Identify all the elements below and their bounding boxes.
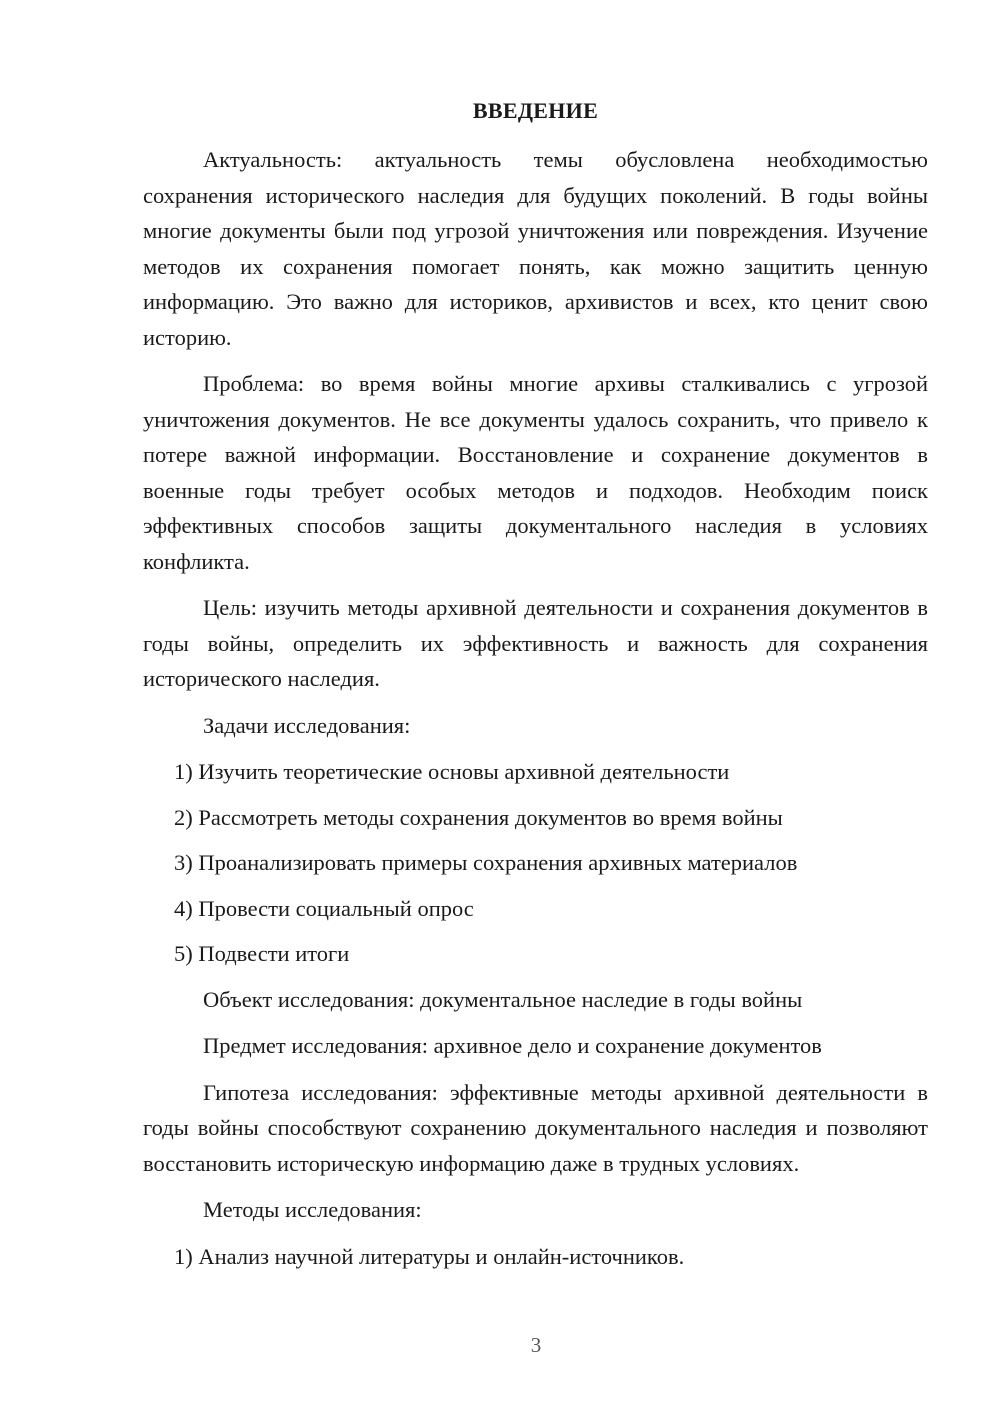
task-item-2: 2) Рассмотреть методы сохранения документов во время войны	[174, 804, 783, 830]
task-item-1: 1) Изучить теоретические основы архивной деятельности	[174, 759, 730, 784]
task-item-3: 3) Проанализировать примеры сохранения архивных материалов	[174, 850, 798, 875]
object-paragraph: Объект исследования: документальное наследие в годы войны	[203, 986, 803, 1012]
body-text	[143, 142, 928, 1284]
page-number: 3	[530, 1333, 542, 1357]
goal-paragraph: Цель: изучить методы архивной деятельности и сохранения документов в годы войны, определить их эффективность и важность для сохранения исторического наследия.	[143, 595, 928, 691]
task-item-4: 4) Провести социальный опрос	[174, 895, 474, 921]
task-item-5: 5) Подвести итоги	[174, 941, 350, 966]
subject-paragraph: Предмет исследования: архивное дело и сохранение документов	[203, 1033, 822, 1058]
method-item-1: 1) Анализ научной литературы и онлайн-источников.	[174, 1243, 685, 1269]
tasks-title: Задачи исследования:	[203, 712, 411, 738]
hypothesis-paragraph: Гипотеза исследования: эффективные методы архивной деятельности в годы войны способствуют сохранению документального наследия и позволяют восстановить историческую информацию даже в трудных условиях.	[143, 1079, 928, 1176]
problem-paragraph: Проблема: во время войны многие архивы сталкивались с угрозой уничтожения документов. Не все документы удалось сохранить, что привело к потере важной информации. Восстановление и сохранение документов в военные годы требует особых методов и подходов. Необходим поиск эффективных способов защиты документального наследия в условиях конфликта.	[143, 371, 928, 574]
methods-title: Методы исследования:	[203, 1197, 422, 1222]
page-title: ВВЕДЕНИЕ	[472, 98, 599, 123]
relevance-paragraph: Актуальность: актуальность темы обусловлена необходимостью сохранения исторического наследия для будущих поколений. В годы войны многие документы были под угрозой уничтожения или повреждения. Изучение методов их сохранения помогает понять, как можно защитить ценную информацию. Это важно для историков, архивистов и всех, кто ценит свою историю.	[143, 147, 928, 350]
